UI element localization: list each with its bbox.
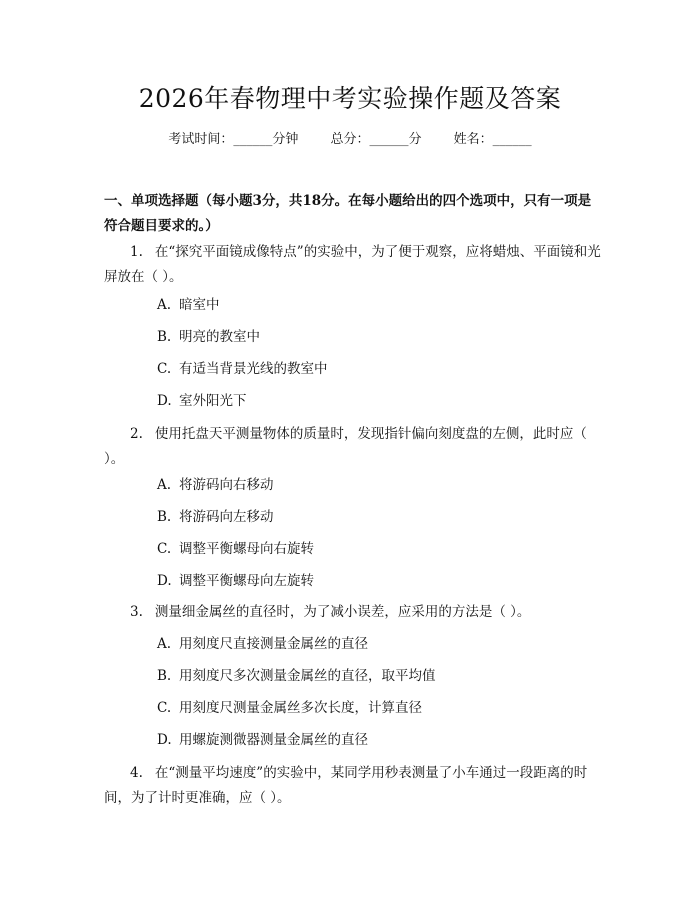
option-letter: D. <box>157 732 172 748</box>
document-title: 2026年春物理中考实验操作题及答案 <box>138 84 562 113</box>
option-letter: A. <box>157 636 172 652</box>
question-text: 测量细金属丝的直径时，为了减小误差，应采用的方法是（ ）。 <box>154 604 531 620</box>
question-2-option-d <box>157 570 597 592</box>
question-4-stem <box>104 761 604 811</box>
question-3-option-b <box>157 665 597 687</box>
option-letter: D. <box>157 573 172 589</box>
question-3-option-a <box>157 633 597 655</box>
option-letter: B. <box>157 509 172 525</box>
question-1-option-a <box>157 294 597 316</box>
question-2-stem <box>104 422 604 472</box>
question-text: 使用托盘天平测量物体的质量时，发现指针偏向刻度盘的左侧，此时应（ ）。 <box>104 426 587 467</box>
student-name-field: 姓名：______ <box>453 132 532 147</box>
question-1-stem <box>104 240 604 290</box>
question-text: 在“探究平面镜成像特点”的实验中，为了便于观察，应将蜡烛、平面镜和光屏放在（ ）。 <box>104 244 601 285</box>
option-letter: C. <box>157 541 172 557</box>
option-text: 明亮的教室中 <box>179 329 260 345</box>
question-1-option-b <box>157 326 597 348</box>
option-letter: C. <box>157 700 172 716</box>
question-3-option-c <box>157 697 597 719</box>
option-letter: B. <box>157 668 172 684</box>
exam-info-line <box>0 130 700 150</box>
option-letter: A. <box>157 297 172 313</box>
option-letter: D. <box>157 393 172 409</box>
option-text: 用刻度尺测量金属丝多次长度，计算直径 <box>179 700 422 716</box>
section-heading: 一、单项选择题（每小题3分，共18分。在每小题给出的四个选项中，只有一项是符合题目要求的。） <box>104 193 592 234</box>
option-text: 有适当背景光线的教室中 <box>179 361 328 377</box>
option-text: 室外阳光下 <box>179 393 247 409</box>
question-1-option-c <box>157 358 597 380</box>
option-text: 将游码向左移动 <box>179 509 274 525</box>
question-number: 1. <box>130 244 143 260</box>
exam-time-field: 考试时间：______分钟 <box>168 132 299 147</box>
option-text: 用螺旋测微器测量金属丝的直径 <box>179 732 368 748</box>
option-text: 用刻度尺直接测量金属丝的直径 <box>179 636 368 652</box>
total-score-field: 总分：______分 <box>330 132 422 147</box>
question-number: 2. <box>130 426 143 442</box>
option-letter: B. <box>157 329 172 345</box>
question-2-option-a <box>157 474 597 496</box>
option-letter: A. <box>157 477 172 493</box>
option-text: 将游码向右移动 <box>179 477 274 493</box>
question-text: 在“测量平均速度”的实验中，某同学用秒表测量了小车通过一段距离的时间，为了计时更准确，应（ ）。 <box>104 765 588 806</box>
question-number: 4. <box>130 765 143 781</box>
option-text: 调整平衡螺母向左旋转 <box>179 573 314 589</box>
question-3-stem <box>104 600 604 625</box>
option-text: 暗室中 <box>179 297 220 313</box>
option-letter: C. <box>157 361 172 377</box>
question-2-option-b <box>157 506 597 528</box>
question-3-option-d <box>157 729 597 751</box>
question-1-option-d <box>157 390 597 412</box>
option-text: 调整平衡螺母向右旋转 <box>179 541 314 557</box>
question-number: 3. <box>130 604 143 620</box>
option-text: 用刻度尺多次测量金属丝的直径，取平均值 <box>179 668 436 684</box>
question-2-option-c <box>157 538 597 560</box>
